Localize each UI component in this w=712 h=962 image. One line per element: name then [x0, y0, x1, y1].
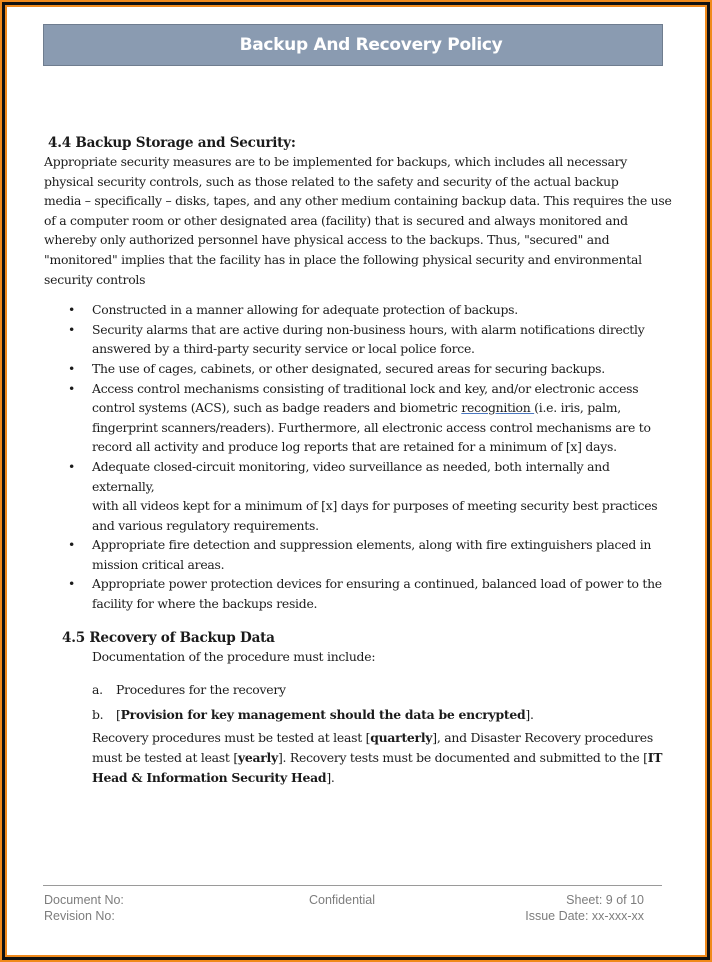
- classification-label: Confidential: [309, 893, 376, 907]
- title-banner: [43, 24, 663, 66]
- recovery-text: must be tested at least [: [92, 750, 238, 766]
- list-item-text: and various regulatory requirements.: [92, 517, 319, 533]
- list-marker: b.: [92, 706, 104, 722]
- intro-line: physical security controls, such as those related to the safety and security of the actual backup: [44, 173, 619, 189]
- bullet-icon: •: [68, 380, 76, 396]
- footer-left: [44, 892, 124, 924]
- list-item-text: The use of cages, cabinets, or other designated, secured areas for securing backups.: [92, 360, 605, 376]
- issue-date: Issue Date: xx-xxx-xx: [525, 909, 644, 923]
- document-no-label: Document No:: [44, 893, 124, 907]
- list-item-text: Access control mechanisms consisting of traditional lock and key, and/or electronic access: [92, 380, 639, 396]
- list-item-text: Procedures for the recovery: [116, 682, 286, 698]
- bracket-close: ].: [525, 706, 534, 722]
- list-item-text: fingerprint scanners/readers). Furthermore, all electronic access control mechanisms are to: [92, 419, 651, 435]
- list-item: [44, 535, 674, 574]
- bullet-icon: •: [68, 458, 76, 474]
- list-item-text: Appropriate power protection devices for ensuring a continued, balanced load of power to the: [92, 576, 662, 592]
- list-item-text: (i.e. iris, palm,: [534, 400, 621, 416]
- list-item: [44, 300, 674, 320]
- bullet-icon: •: [68, 360, 76, 376]
- intro-line: "monitored" implies that the facility has in place the following physical security and environmental: [44, 251, 642, 267]
- list-item-text: answered by a third-party security service or local police force.: [92, 341, 475, 357]
- section-4-5-heading: 4.5 Recovery of Backup Data: [62, 629, 275, 646]
- revision-no-label: Revision No:: [44, 909, 115, 923]
- section-4-4-intro: [44, 152, 674, 289]
- bullet-icon: •: [68, 537, 76, 553]
- intro-line: security controls: [44, 271, 146, 287]
- recovery-bold: Head & Information Security Head: [92, 769, 327, 785]
- procedure-list: [92, 680, 674, 724]
- recovery-text: Recovery procedures must be tested at least [: [92, 730, 371, 746]
- bullet-icon: •: [68, 321, 76, 337]
- list-item: [44, 457, 674, 535]
- list-item-text: with all videos kept for a minimum of [x] days for purposes of meeting security best practices: [92, 498, 658, 514]
- list-item-bold-text: Provision for key management should the data be encrypted: [120, 706, 526, 722]
- list-item: [44, 359, 674, 379]
- security-controls-list: [44, 300, 674, 614]
- footer-center: [309, 892, 375, 908]
- recovery-bold: yearly: [237, 750, 278, 766]
- list-item: [44, 320, 674, 359]
- sheet-number: Sheet: 9 of 10: [566, 893, 644, 907]
- intro-line: Appropriate security measures are to be implemented for backups, which includes all necessary: [44, 154, 628, 169]
- section-4-5-intro: Documentation of the procedure must include:: [92, 648, 376, 664]
- list-item-text: control systems (ACS), such as badge readers and biometric: [92, 400, 462, 416]
- recovery-bold: quarterly: [370, 730, 433, 746]
- intro-line: whereby only authorized personnel have physical access to the backups. Thus, "secured" and: [44, 232, 610, 248]
- list-item-text: Appropriate fire detection and suppression elements, along with fire extinguishers placed in: [92, 537, 652, 553]
- spellcheck-underlined-word[interactable]: recognition: [461, 400, 535, 416]
- footer-right: [525, 892, 644, 924]
- list-item: [92, 705, 674, 725]
- recovery-text: ].: [326, 769, 335, 785]
- list-item-text: record all activity and produce log reports that are retained for a minimum of [x] days.: [92, 439, 617, 455]
- list-item-text: facility for where the backups reside.: [92, 596, 318, 612]
- list-item: [44, 574, 674, 613]
- recovery-testing-paragraph: [92, 728, 674, 787]
- bullet-icon: •: [68, 302, 76, 318]
- document-title: Backup And Recovery Policy: [239, 35, 503, 55]
- recovery-text: ], and Disaster Recovery procedures: [432, 730, 653, 746]
- list-item-text: Security alarms that are active during non-business hours, with alarm notifications directly: [92, 321, 645, 337]
- recovery-text: ]. Recovery tests must be documented and submitted to the [: [277, 750, 648, 766]
- list-item-text: Constructed in a manner allowing for adequate protection of backups.: [92, 302, 518, 318]
- list-marker: a.: [92, 682, 103, 698]
- bracket-open: [: [116, 706, 121, 722]
- bullet-icon: •: [68, 576, 76, 592]
- section-4-4-heading: 4.4 Backup Storage and Security:: [48, 135, 296, 151]
- footer-divider: [43, 885, 662, 886]
- recovery-bold: IT: [647, 750, 663, 766]
- list-item-text: mission critical areas.: [92, 556, 225, 572]
- list-item: [44, 379, 674, 457]
- list-item-text: Adequate closed-circuit monitoring, video surveillance as needed, both internally and externally,: [92, 458, 610, 494]
- intro-line: media – specifically – disks, tapes, and any other medium containing backup data. This requires the use: [44, 193, 672, 209]
- list-item: [92, 680, 674, 700]
- intro-line: of a computer room or other designated area (facility) that is secured and always monitored and: [44, 212, 628, 228]
- document-body: [44, 134, 674, 787]
